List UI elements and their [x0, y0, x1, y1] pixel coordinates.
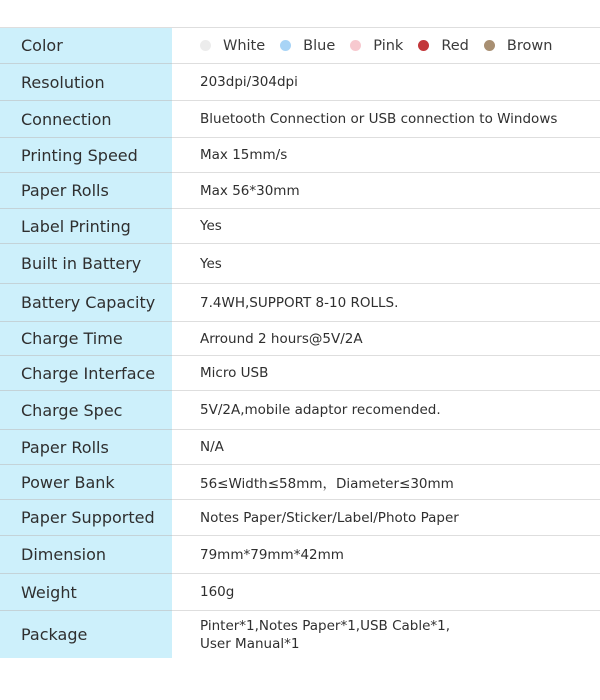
color-swatch-list [200, 38, 567, 54]
spec-label-paper-rolls-2: Paper Rolls [0, 430, 172, 465]
package-contents-text: Pinter*1,Notes Paper*1,USB Cable*1, User Manual*1 [200, 617, 451, 652]
spec-table [0, 27, 600, 658]
color-option-label: Red [441, 37, 469, 54]
brown-swatch-dot [484, 40, 495, 51]
color-option-label: White [223, 37, 266, 54]
spec-label-resolution: Resolution [0, 64, 172, 101]
red-swatch-dot [418, 40, 429, 51]
spec-value-paper-supported: Notes Paper/Sticker/Label/Photo Paper [172, 500, 600, 536]
spec-value-dimension: 79mm*79mm*42mm [172, 536, 600, 574]
spec-value-resolution: 203dpi/304dpi [172, 64, 600, 101]
spec-value-color [172, 27, 600, 64]
spec-label-package: Package [0, 611, 172, 658]
spec-label-charge-time: Charge Time [0, 322, 172, 356]
white-swatch-dot [200, 40, 211, 51]
spec-label-paper-rolls: Paper Rolls [0, 173, 172, 209]
spec-value-battery-capacity: 7.4WH,SUPPORT 8-10 ROLLS. [172, 284, 600, 322]
color-option-label: Brown [506, 37, 553, 54]
spec-value-paper-rolls: Max 56*30mm [172, 173, 600, 209]
spec-label-charge-spec: Charge Spec [0, 391, 172, 430]
spec-label-charge-interface: Charge Interface [0, 356, 172, 391]
spec-label-printing-speed: Printing Speed [0, 138, 172, 173]
color-option-red [418, 38, 469, 54]
spec-value-label-printing: Yes [172, 209, 600, 244]
spec-value-package [172, 611, 600, 658]
spec-label-connection: Connection [0, 101, 172, 138]
color-option-brown [484, 38, 553, 54]
spec-label-paper-supported: Paper Supported [0, 500, 172, 536]
spec-label-battery-capacity: Battery Capacity [0, 284, 172, 322]
blue-swatch-dot [280, 40, 291, 51]
color-option-label: Blue [303, 37, 336, 54]
color-option-white [200, 38, 265, 54]
color-option-label: Pink [373, 37, 404, 54]
spec-value-charge-time: Arround 2 hours@5V/2A [172, 322, 600, 356]
spec-value-connection: Bluetooth Connection or USB connection to Windows [172, 101, 600, 138]
spec-value-charge-spec: 5V/2A,mobile adaptor recomended. [172, 391, 600, 430]
pink-swatch-dot [350, 40, 361, 51]
spec-label-label-printing: Label Printing [0, 209, 172, 244]
spec-label-dimension: Dimension [0, 536, 172, 574]
color-option-blue [280, 38, 335, 54]
spec-label-power-bank: Power Bank [0, 465, 172, 500]
color-option-pink [350, 38, 403, 54]
spec-value-printing-speed: Max 15mm/s [172, 138, 600, 173]
spec-value-power-bank: 56≤Width≤58mm，Diameter≤30mm [172, 465, 600, 500]
spec-label-built-in-battery: Built in Battery [0, 244, 172, 284]
spec-label-weight: Weight [0, 574, 172, 611]
spec-value-charge-interface: Micro USB [172, 356, 600, 391]
page-bottom-margin [0, 665, 600, 700]
spec-label-color: Color [0, 27, 172, 64]
spec-value-built-in-battery: Yes [172, 244, 600, 284]
spec-value-weight: 160g [172, 574, 600, 611]
spec-value-paper-rolls-2: N/A [172, 430, 600, 465]
